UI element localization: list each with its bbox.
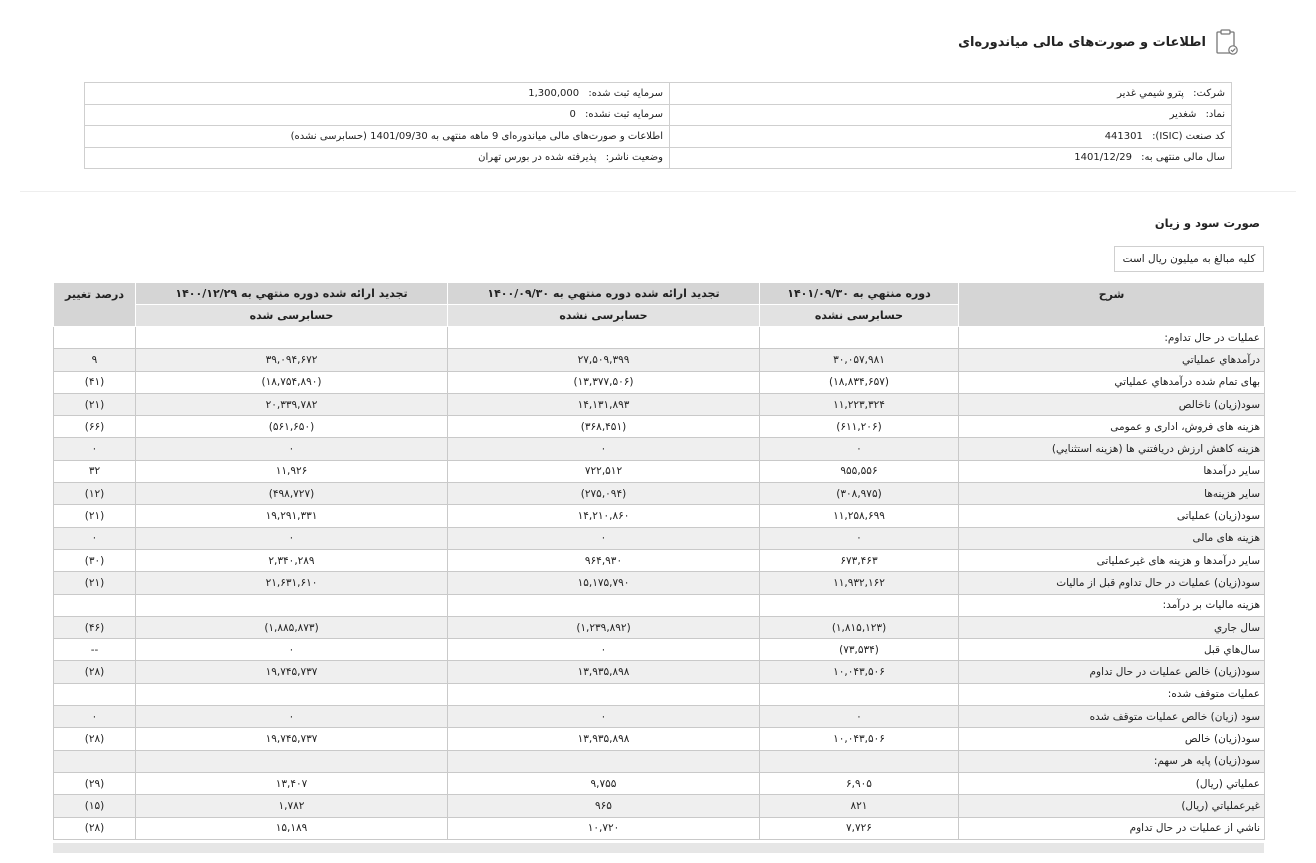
section-title: صورت سود و زيان xyxy=(1154,216,1260,230)
info-row xyxy=(85,83,1232,105)
info-row xyxy=(85,126,1232,148)
fiscal-year-cell xyxy=(670,147,1232,169)
row-change-percent: ۰ xyxy=(54,438,136,460)
symbol-cell xyxy=(670,104,1232,126)
info-row xyxy=(85,104,1232,126)
row-change-percent: ۰ xyxy=(54,706,136,728)
row-value-col3: ۱۳,۴۰۷ xyxy=(136,772,448,794)
row-value-col2: (۲۷۵,۰۹۴) xyxy=(448,483,760,505)
row-value-col2: (۱۳,۳۷۷,۵۰۶) xyxy=(448,371,760,393)
table-row xyxy=(54,549,1265,571)
row-change-percent xyxy=(54,750,136,772)
row-value-col1: ۱۰,۰۴۳,۵۰۶ xyxy=(760,728,959,750)
row-value-col1 xyxy=(760,750,959,772)
row-description: سود(زيان) پايه هر سهم: xyxy=(959,750,1265,772)
row-description: عمليات متوقف شده: xyxy=(959,683,1265,705)
row-value-col2: ۹۶۴,۹۳۰ xyxy=(448,549,760,571)
row-change-percent xyxy=(54,683,136,705)
header-col3-title: تجديد ارائه شده دوره منتهي به ۱۴۰۰/۱۲/۲۹ xyxy=(136,283,448,305)
isic-value: 441301 xyxy=(1104,130,1143,142)
row-change-percent: (۴۱) xyxy=(54,371,136,393)
publisher-status-cell xyxy=(85,147,670,169)
fiscal-year-label: سال مالی منتهی به: xyxy=(1141,152,1225,164)
table-row xyxy=(54,639,1265,661)
report-description: اطلاعات و صورت‌های مالی میاندوره‌ای 9 ماهه منتهی به 1401/09/30 (حسابرسی نشده) xyxy=(290,130,663,142)
row-change-percent: (۱۲) xyxy=(54,483,136,505)
fiscal-year-value: 1401/12/29 xyxy=(1074,152,1132,164)
header-col1-title: دوره منتهي به ۱۴۰۱/۰۹/۳۰ xyxy=(760,283,959,305)
row-value-col3 xyxy=(136,327,448,349)
row-value-col3 xyxy=(136,594,448,616)
row-description: سود(زيان) عملياتى xyxy=(959,505,1265,527)
row-value-col2: ۰ xyxy=(448,527,760,549)
table-row xyxy=(54,795,1265,817)
row-description: درآمدهاي عملياتي xyxy=(959,349,1265,371)
table-row xyxy=(54,438,1265,460)
page-header xyxy=(958,28,1240,56)
company-label: شرکت: xyxy=(1193,87,1225,99)
header-change: درصد تغيير xyxy=(54,283,136,327)
row-value-col1: ۰ xyxy=(760,706,959,728)
row-change-percent: (۴۶) xyxy=(54,616,136,638)
row-change-percent: (۲۹) xyxy=(54,772,136,794)
table-footer-bar xyxy=(53,843,1264,853)
row-value-col2 xyxy=(448,750,760,772)
row-description: عملياتي (ريال) xyxy=(959,772,1265,794)
unit-note: کليه مبالغ به ميليون ريال است xyxy=(1114,246,1264,272)
table-row xyxy=(54,750,1265,772)
company-value: پترو شيمي غدير xyxy=(1117,87,1184,99)
row-value-col1 xyxy=(760,594,959,616)
row-value-col2: ۱۴,۱۳۱,۸۹۳ xyxy=(448,393,760,415)
row-value-col2: ۱۳,۹۳۵,۸۹۸ xyxy=(448,661,760,683)
row-value-col2: (۳۶۸,۴۵۱) xyxy=(448,416,760,438)
row-value-col2: ۰ xyxy=(448,639,760,661)
row-description: هزينه ماليات بر درآمد: xyxy=(959,594,1265,616)
row-value-col3: ۳۹,۰۹۴,۶۷۲ xyxy=(136,349,448,371)
row-description: بهاى تمام شده درآمدهاي عملياتي xyxy=(959,371,1265,393)
row-value-col1: ۱۱,۲۵۸,۶۹۹ xyxy=(760,505,959,527)
table-row xyxy=(54,572,1265,594)
capital-unregistered-cell xyxy=(85,104,670,126)
row-description: غيرعملياتي (ريال) xyxy=(959,795,1265,817)
row-change-percent: ۰ xyxy=(54,527,136,549)
row-change-percent: ۹ xyxy=(54,349,136,371)
row-value-col2: ۷۲۲,۵۱۲ xyxy=(448,460,760,482)
capital-unregistered-label: سرمایه ثبت نشده: xyxy=(585,109,663,121)
row-description: عمليات در حال تداوم: xyxy=(959,327,1265,349)
row-value-col2 xyxy=(448,594,760,616)
header-col2-sub: حسابرسی نشده xyxy=(448,305,760,327)
row-value-col3 xyxy=(136,750,448,772)
row-value-col1 xyxy=(760,327,959,349)
row-description: سود(زيان) خالص عمليات در حال تداوم xyxy=(959,661,1265,683)
row-value-col1: (۷۳,۵۳۴) xyxy=(760,639,959,661)
isic-cell xyxy=(670,126,1232,148)
table-row xyxy=(54,371,1265,393)
table-row xyxy=(54,594,1265,616)
row-value-col2: ۱۳,۹۳۵,۸۹۸ xyxy=(448,728,760,750)
symbol-label: نماد: xyxy=(1205,109,1225,121)
row-description: ناشي از عمليات در حال تداوم xyxy=(959,817,1265,839)
publisher-status-value: پذیرفته شده در بورس تهران xyxy=(478,152,597,164)
row-description: سال جاري xyxy=(959,616,1265,638)
table-row xyxy=(54,483,1265,505)
table-row xyxy=(54,683,1265,705)
row-description: هزينه كاهش ارزش دريافتني ها (هزينه استثنايي) xyxy=(959,438,1265,460)
row-description: هزينه هاى مالى xyxy=(959,527,1265,549)
table-row xyxy=(54,327,1265,349)
table-row xyxy=(54,661,1265,683)
row-value-col3: (۱۸,۷۵۴,۸۹۰) xyxy=(136,371,448,393)
header-col3-sub: حسابرسی شده xyxy=(136,305,448,327)
row-value-col1: ۷,۷۲۶ xyxy=(760,817,959,839)
row-value-col3: ۱۵,۱۸۹ xyxy=(136,817,448,839)
row-change-percent: (۲۱) xyxy=(54,393,136,415)
row-value-col1: ۶,۹۰۵ xyxy=(760,772,959,794)
header-col2-title: تجديد ارائه شده دوره منتهي به ۱۴۰۰/۰۹/۳۰ xyxy=(448,283,760,305)
row-value-col3: ۲۱,۶۳۱,۶۱۰ xyxy=(136,572,448,594)
row-value-col1 xyxy=(760,683,959,705)
row-value-col3: (۴۹۸,۷۲۷) xyxy=(136,483,448,505)
row-value-col2: (۱,۲۳۹,۸۹۲) xyxy=(448,616,760,638)
section-divider xyxy=(20,191,1296,192)
report-description-cell xyxy=(85,126,670,148)
row-value-col2 xyxy=(448,327,760,349)
row-value-col2: ۱۴,۲۱۰,۸۶۰ xyxy=(448,505,760,527)
row-change-percent: (۱۵) xyxy=(54,795,136,817)
row-change-percent xyxy=(54,594,136,616)
row-value-col1: ۹۵۵,۵۵۶ xyxy=(760,460,959,482)
row-description: هزينه هاى فروش، ادارى و عمومى xyxy=(959,416,1265,438)
company-cell xyxy=(670,83,1232,105)
header-col1-sub: حسابرسی نشده xyxy=(760,305,959,327)
row-value-col3: ۰ xyxy=(136,639,448,661)
capital-registered-label: سرمایه ثبت شده: xyxy=(588,87,663,99)
row-value-col3: (۵۶۱,۶۵۰) xyxy=(136,416,448,438)
row-description: سود(زيان) خالص xyxy=(959,728,1265,750)
row-description: ساير درآمدها xyxy=(959,460,1265,482)
row-value-col2: ۱۰,۷۲۰ xyxy=(448,817,760,839)
isic-label: کد صنعت (ISIC): xyxy=(1152,130,1225,142)
row-value-col2: ۹۶۵ xyxy=(448,795,760,817)
row-value-col2: ۲۷,۵۰۹,۳۹۹ xyxy=(448,349,760,371)
header-description: شرح xyxy=(959,283,1265,327)
row-change-percent: (۲۱) xyxy=(54,505,136,527)
page-title: اطلاعات و صورت‌های مالی میاندوره‌ای xyxy=(958,34,1206,50)
row-value-col1: ۳۰,۰۵۷,۹۸۱ xyxy=(760,349,959,371)
row-value-col1: ۰ xyxy=(760,438,959,460)
row-description: سود(زيان) ناخالص xyxy=(959,393,1265,415)
row-value-col1: (۶۱۱,۲۰۶) xyxy=(760,416,959,438)
row-value-col2 xyxy=(448,683,760,705)
row-value-col3: ۱۹,۷۴۵,۷۳۷ xyxy=(136,728,448,750)
row-value-col1: ۱۱,۹۳۲,۱۶۲ xyxy=(760,572,959,594)
row-change-percent xyxy=(54,327,136,349)
company-info-table xyxy=(84,82,1232,169)
row-value-col2: ۰ xyxy=(448,438,760,460)
row-value-col3: ۰ xyxy=(136,706,448,728)
row-value-col1: (۱,۸۱۵,۱۲۳) xyxy=(760,616,959,638)
capital-registered-value: 1,300,000 xyxy=(528,87,580,99)
table-row xyxy=(54,349,1265,371)
row-change-percent: (۳۰) xyxy=(54,549,136,571)
row-value-col3: ۱۹,۷۴۵,۷۳۷ xyxy=(136,661,448,683)
row-value-col3: ۲۰,۳۳۹,۷۸۲ xyxy=(136,393,448,415)
row-value-col3: ۱,۷۸۲ xyxy=(136,795,448,817)
table-body xyxy=(54,327,1265,840)
row-change-percent: -- xyxy=(54,639,136,661)
row-value-col1: (۳۰۸,۹۷۵) xyxy=(760,483,959,505)
row-value-col1: (۱۸,۸۳۴,۶۵۷) xyxy=(760,371,959,393)
table-row xyxy=(54,728,1265,750)
row-change-percent: ۳۲ xyxy=(54,460,136,482)
row-value-col1: ۱۰,۰۴۳,۵۰۶ xyxy=(760,661,959,683)
row-value-col3: ۱۱,۹۲۶ xyxy=(136,460,448,482)
row-value-col3 xyxy=(136,683,448,705)
row-change-percent: (۲۸) xyxy=(54,817,136,839)
row-value-col3: ۰ xyxy=(136,438,448,460)
row-value-col3: (۱,۸۸۵,۸۷۳) xyxy=(136,616,448,638)
row-value-col1: ۰ xyxy=(760,527,959,549)
row-value-col1: ۶۷۳,۴۶۳ xyxy=(760,549,959,571)
clipboard-report-icon xyxy=(1214,28,1240,56)
row-change-percent: (۲۸) xyxy=(54,728,136,750)
info-row xyxy=(85,147,1232,169)
row-value-col1: ۸۲۱ xyxy=(760,795,959,817)
row-description: سود (زيان) خالص عمليات متوقف شده xyxy=(959,706,1265,728)
table-row xyxy=(54,772,1265,794)
table-row xyxy=(54,460,1265,482)
row-description: ساير درآمدها و هزينه هاى غيرعملياتى xyxy=(959,549,1265,571)
row-value-col1: ۱۱,۲۲۳,۳۲۴ xyxy=(760,393,959,415)
table-header-row xyxy=(54,283,1265,305)
income-statement-table xyxy=(53,282,1265,840)
row-description: ساير هزينه‌ها xyxy=(959,483,1265,505)
row-change-percent: (۲۱) xyxy=(54,572,136,594)
table-row xyxy=(54,416,1265,438)
table-row xyxy=(54,817,1265,839)
row-value-col2: ۰ xyxy=(448,706,760,728)
row-value-col2: ۹,۷۵۵ xyxy=(448,772,760,794)
capital-unregistered-value: 0 xyxy=(569,109,576,121)
row-value-col3: ۱۹,۲۹۱,۳۳۱ xyxy=(136,505,448,527)
table-row xyxy=(54,393,1265,415)
publisher-status-label: وضعیت ناشر: xyxy=(605,152,663,164)
symbol-value: شغدير xyxy=(1169,109,1197,121)
row-value-col2: ۱۵,۱۷۵,۷۹۰ xyxy=(448,572,760,594)
row-description: سود(زيان) عمليات در حال تداوم قبل از ماليات xyxy=(959,572,1265,594)
table-row xyxy=(54,616,1265,638)
table-row xyxy=(54,505,1265,527)
capital-registered-cell xyxy=(85,83,670,105)
table-row xyxy=(54,706,1265,728)
table-row xyxy=(54,527,1265,549)
row-change-percent: (۶۶) xyxy=(54,416,136,438)
row-value-col3: ۲,۳۴۰,۲۸۹ xyxy=(136,549,448,571)
row-description: سال‌هاي قبل xyxy=(959,639,1265,661)
row-change-percent: (۲۸) xyxy=(54,661,136,683)
row-value-col3: ۰ xyxy=(136,527,448,549)
